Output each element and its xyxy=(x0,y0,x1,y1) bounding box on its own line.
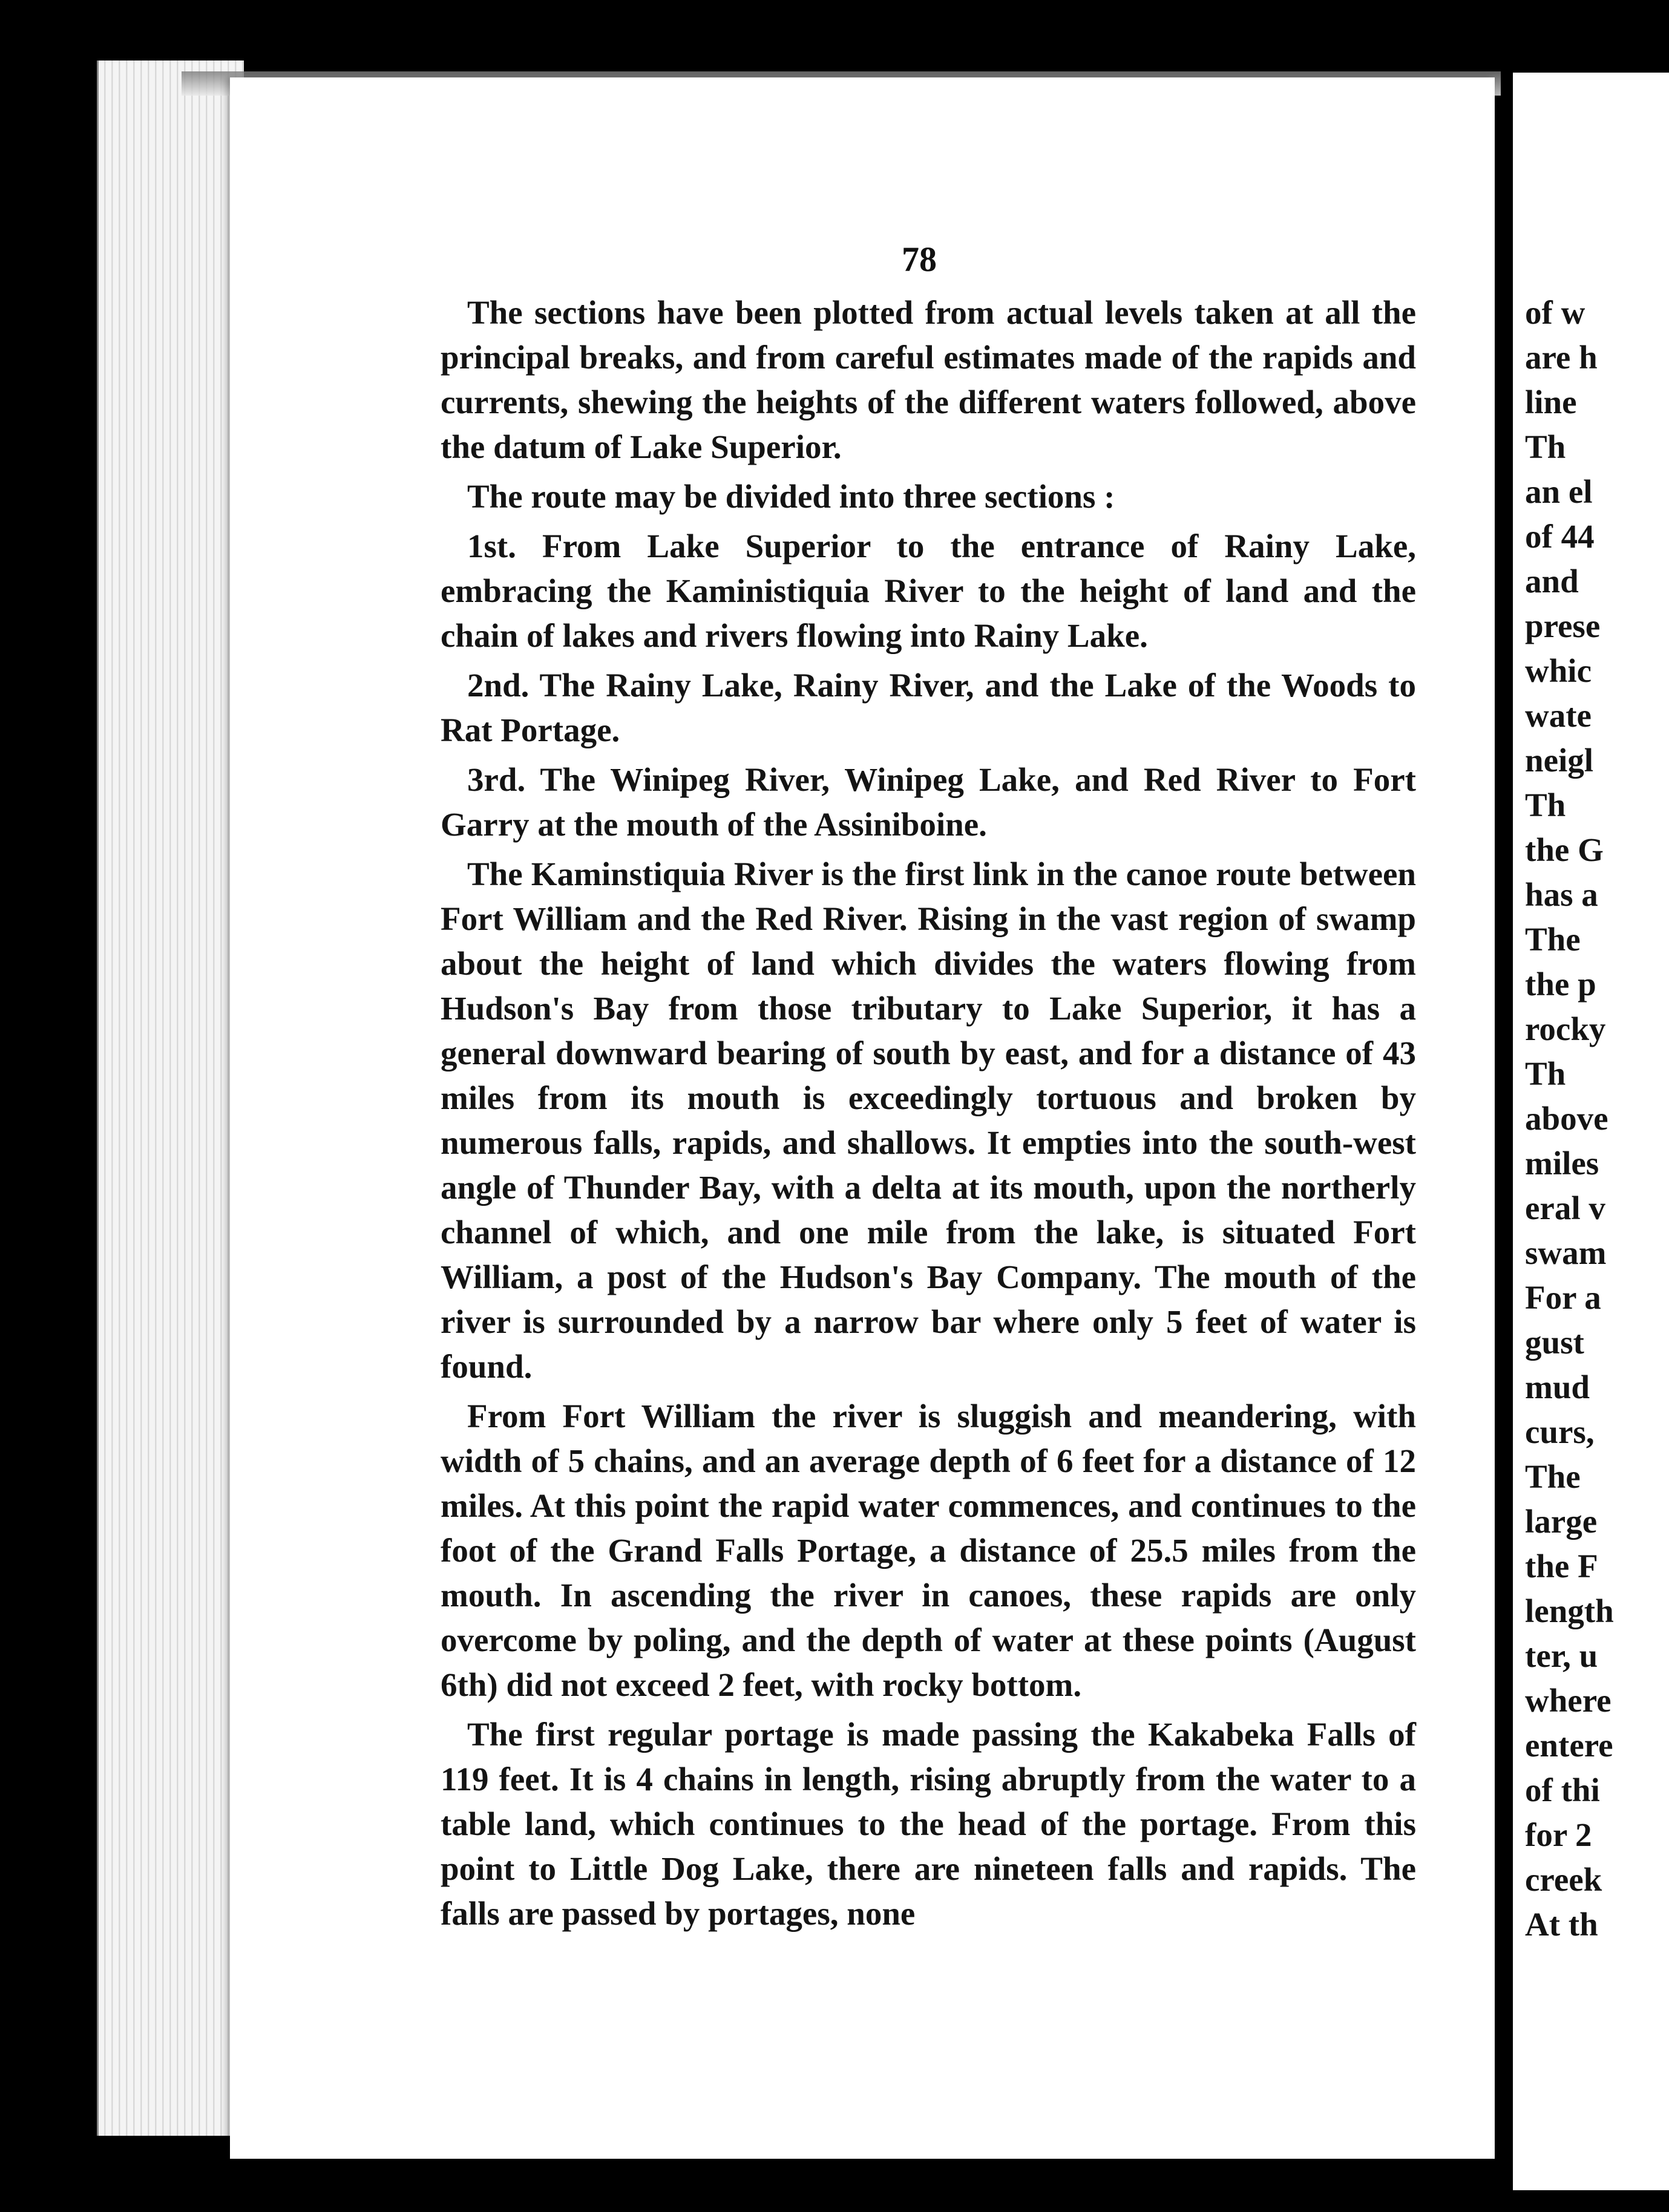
text-fragment: The xyxy=(1525,921,1581,958)
text-fragment: Th xyxy=(1525,428,1566,465)
text-fragment: has a xyxy=(1525,876,1598,913)
text-fragment: large xyxy=(1525,1503,1598,1540)
text-fragment: ter, u xyxy=(1525,1637,1598,1674)
text-fragment: and xyxy=(1525,563,1579,600)
paragraph: The first regular portage is made passing the Kakabeka Falls of 119 feet. It is 4 chains in length, rising abruptly from the water to a table land, which continues to the head of the portage. From this point to Little Dog Lake, there are nineteen falls and rapids. The falls are passed by portages, none xyxy=(441,1716,1416,1932)
text-fragment: At th xyxy=(1525,1906,1598,1943)
text-fragment: the p xyxy=(1525,966,1596,1003)
right-page-text xyxy=(1525,290,1669,1947)
text-fragment: for 2 xyxy=(1525,1816,1592,1853)
text-fragment: For a xyxy=(1525,1279,1601,1316)
text-fragment: creek xyxy=(1525,1861,1602,1898)
text-fragment: above xyxy=(1525,1100,1608,1137)
text-fragment: entere xyxy=(1525,1727,1613,1764)
text-fragment: line xyxy=(1525,384,1577,420)
text-fragment: of w xyxy=(1525,294,1585,331)
paragraph: The sections have been plotted from actual levels taken at all the principal breaks, and from careful estimates made of the rapids and currents, shewing the heights of the different waters followed, above the datum of Lake Superior. xyxy=(441,294,1416,465)
paragraph: The Kaminstiquia River is the first link in the canoe route between Fort William and the Red River. Rising in the vast region of swamp about the height of land which divides the waters flowing from Hudson's Bay from those tributary to Lake Superior, it has a general downward bearing of south by east, and for a distance of 43 miles from its mouth is exceedingly tortuous and broken by numerous falls, rapids, and shallows. It empties into the south-west angle of Thunder Bay, with a delta at its mouth, upon the northerly channel of which, and one mile from the lake, is situated Fort William, a post of the Hudson's Bay Company. The mouth of the river is surrounded by a narrow bar where only 5 feet of water is found. xyxy=(441,856,1416,1385)
text-fragment: swam xyxy=(1525,1234,1607,1271)
text-fragment: curs, xyxy=(1525,1413,1595,1450)
text-fragment: of thi xyxy=(1525,1772,1600,1808)
text-fragment: are h xyxy=(1525,339,1598,376)
page-edges xyxy=(97,61,244,2136)
text-fragment: the G xyxy=(1525,831,1604,868)
text-fragment: rocky xyxy=(1525,1010,1606,1047)
paragraph: 2nd. The Rainy Lake, Rainy River, and the Lake of the Woods to Rat Portage. xyxy=(441,667,1416,748)
text-fragment: The xyxy=(1525,1458,1581,1495)
paragraph: 3rd. The Winipeg River, Winipeg Lake, and Red River to Fort Garry at the mouth of the Assiniboine. xyxy=(441,761,1416,843)
text-fragment: the F xyxy=(1525,1548,1598,1585)
text-fragment: Th xyxy=(1525,787,1566,823)
page-number: 78 xyxy=(902,240,937,279)
text-fragment: eral v xyxy=(1525,1189,1605,1226)
paragraph: The route may be divided into three sections : xyxy=(467,478,1115,515)
text-fragment: prese xyxy=(1525,607,1601,644)
paragraph: 1st. From Lake Superior to the entrance of Rainy Lake, embracing the Kaministiquia River to the height of land and the chain of lakes and rivers flowing into Rainy Lake. xyxy=(441,528,1416,654)
text-fragment: mud xyxy=(1525,1369,1590,1405)
text-fragment: length xyxy=(1525,1592,1614,1629)
text-fragment: where xyxy=(1525,1682,1612,1719)
text-fragment: of 44 xyxy=(1525,518,1595,555)
text-fragment: gust xyxy=(1525,1324,1584,1361)
body-text xyxy=(441,290,1416,1941)
text-fragment: an el xyxy=(1525,473,1593,510)
text-fragment: wate xyxy=(1525,697,1592,734)
text-fragment: whic xyxy=(1525,652,1592,689)
text-fragment: miles xyxy=(1525,1145,1599,1182)
paragraph: From Fort William the river is sluggish and meandering, with width of 5 chains, and an average depth of 6 feet for a distance of 12 miles. At this point the rapid water commences, and continues to the foot of the Grand Falls Portage, a distance of 25.5 miles from the mouth. In ascending the river in canoes, these rapids are only overcome by poling, and the depth of water at these points (August 6th) did not exceed 2 feet, with rocky bottom. xyxy=(441,1398,1416,1703)
text-fragment: neigl xyxy=(1525,742,1594,779)
text-fragment: Th xyxy=(1525,1055,1566,1092)
